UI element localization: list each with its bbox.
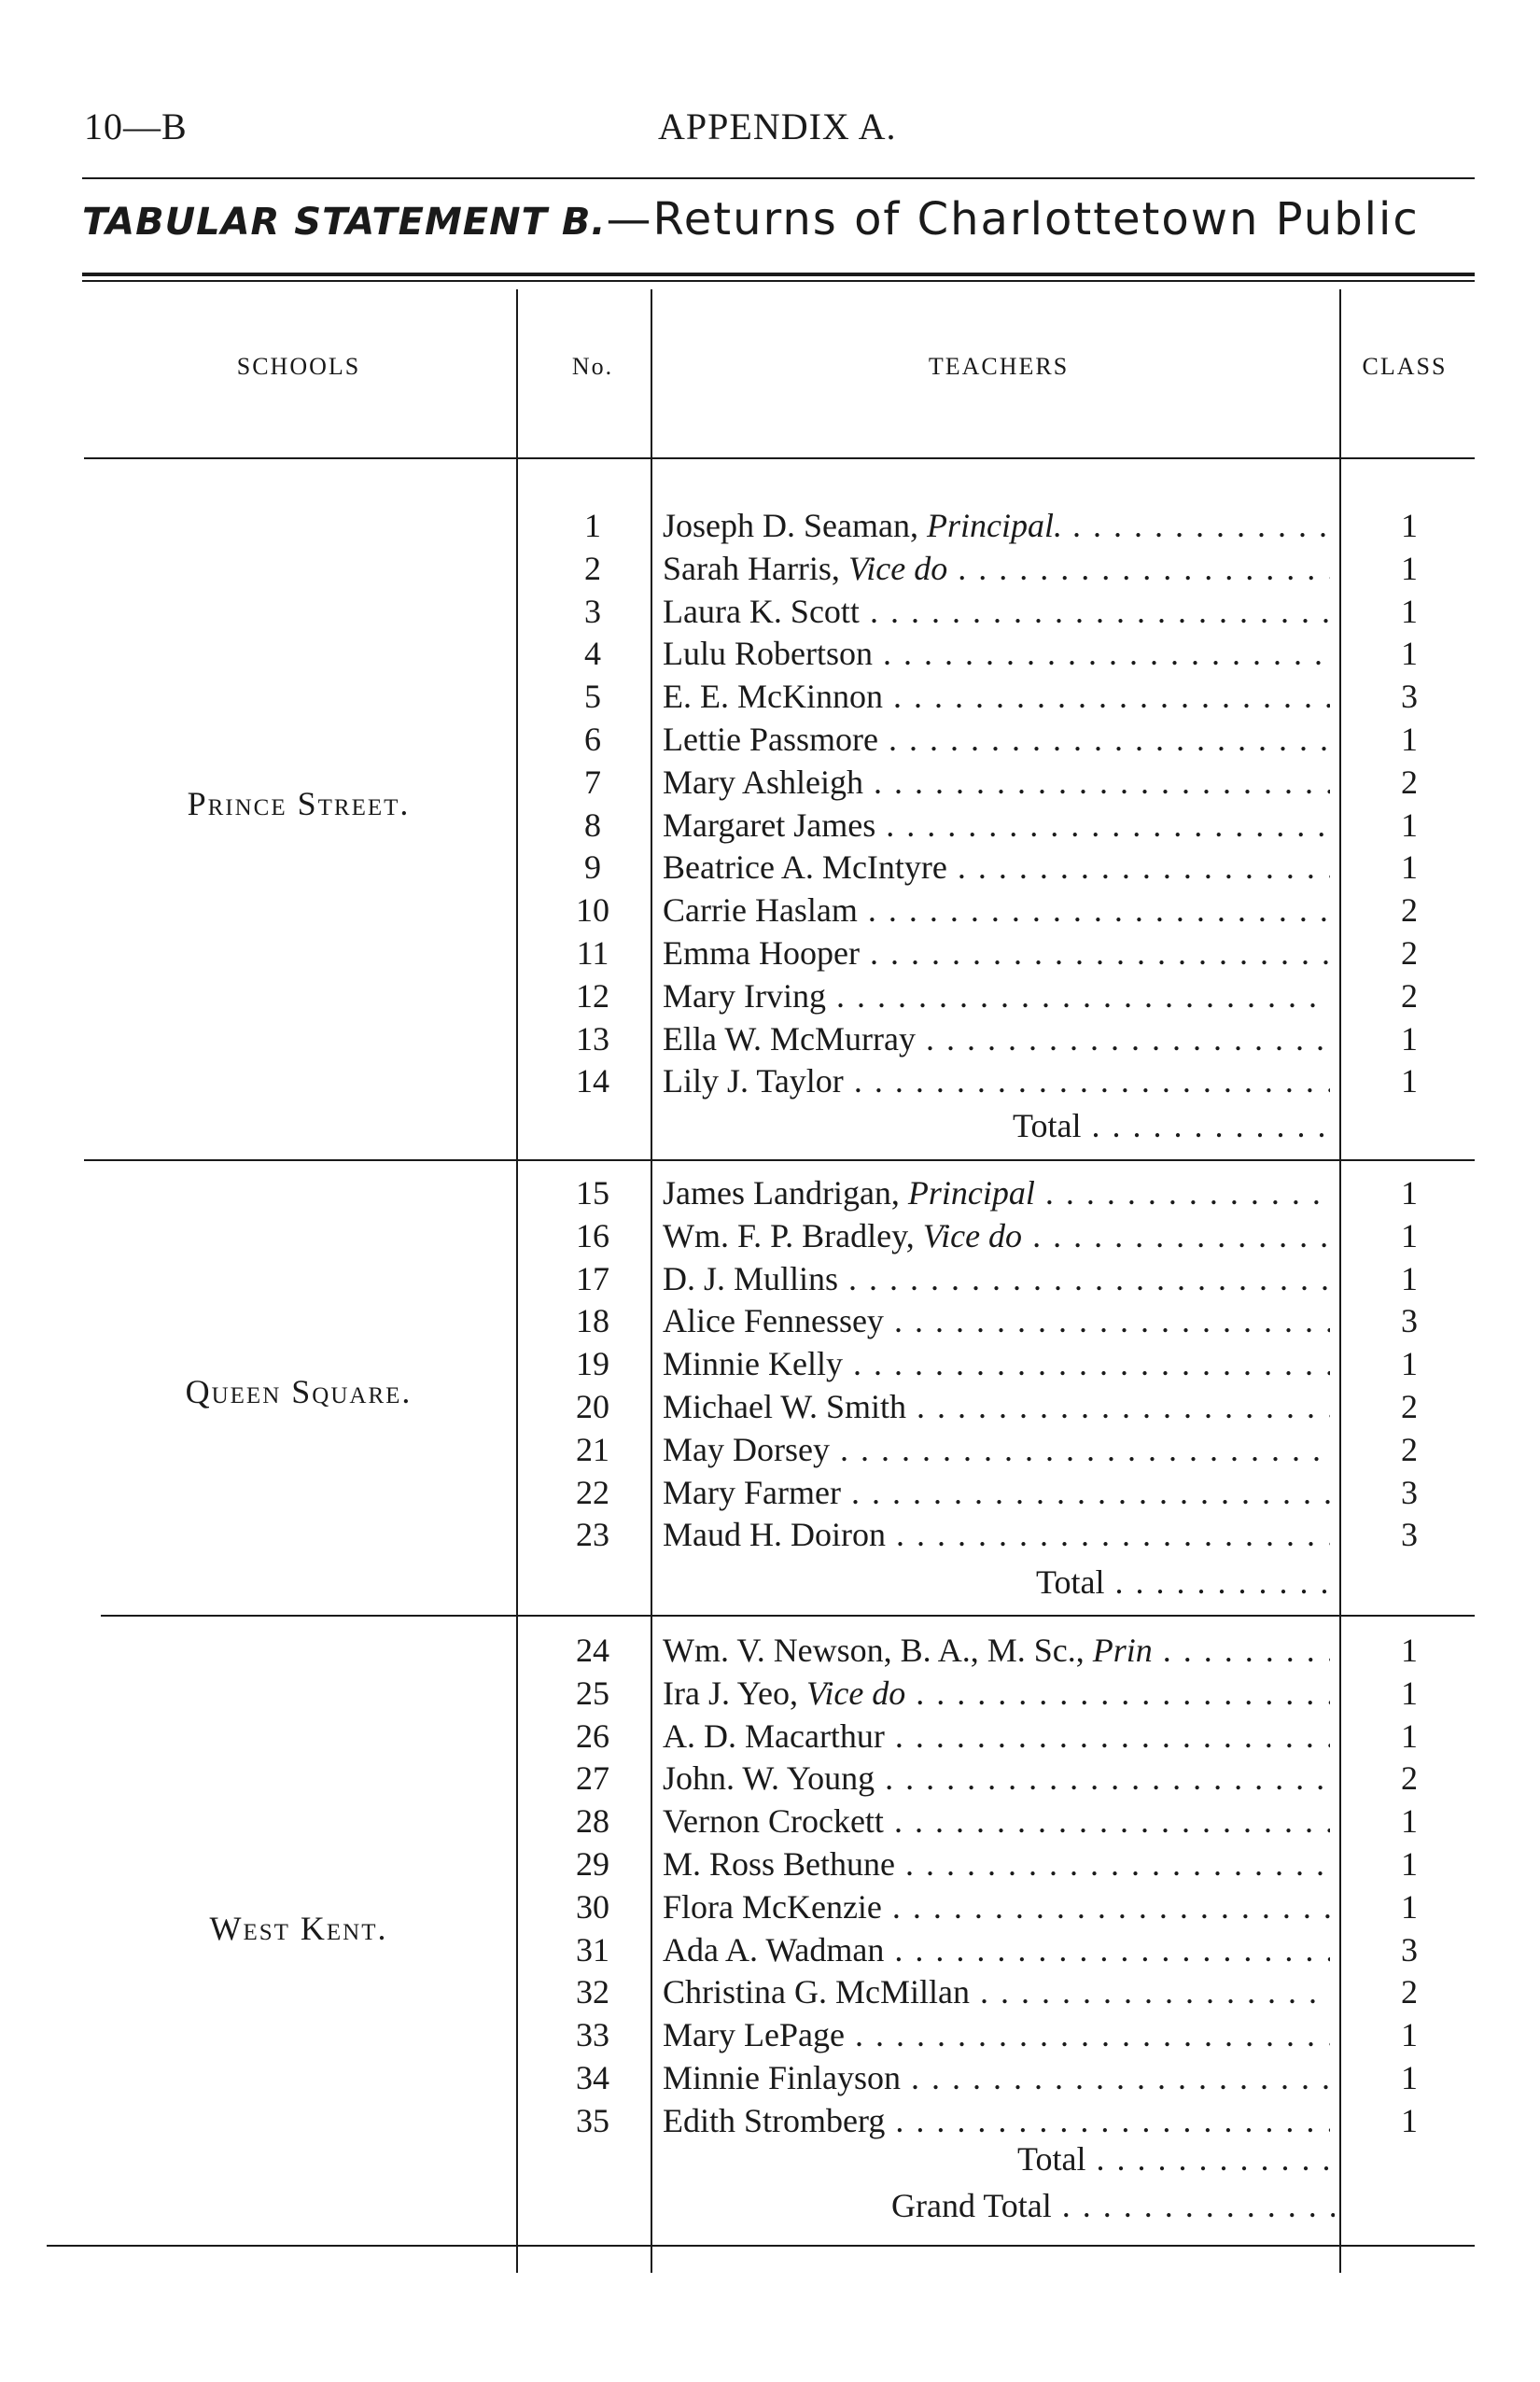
teacher-name: Vernon Crockett xyxy=(663,1802,884,1841)
teacher-name-cell xyxy=(663,932,1330,974)
teacher-number: 7 xyxy=(584,763,601,801)
teacher-class: 3 xyxy=(1401,1302,1418,1340)
teacher-class: 2 xyxy=(1401,976,1418,1015)
table-row xyxy=(0,504,1540,547)
teacher-name: Ira J. Yeo, xyxy=(663,1674,807,1712)
teacher-class: 1 xyxy=(1401,635,1418,673)
table-row xyxy=(0,761,1540,804)
teacher-class: 1 xyxy=(1401,721,1418,758)
teacher-number: 15 xyxy=(576,1174,609,1212)
teacher-number: 11 xyxy=(576,934,609,972)
teacher-number: 33 xyxy=(576,2016,609,2054)
teacher-name-cell xyxy=(663,632,1330,675)
teacher-class: 1 xyxy=(1401,1216,1418,1254)
teacher-number: 25 xyxy=(576,1674,609,1712)
teacher-number: 27 xyxy=(576,1759,609,1798)
table-row xyxy=(0,1928,1540,1971)
table-row xyxy=(0,1843,1540,1885)
teacher-number: 17 xyxy=(576,1259,609,1297)
teacher-number: 34 xyxy=(576,2059,609,2096)
teacher-number: 3 xyxy=(584,592,601,630)
teacher-role: Vice do xyxy=(922,1216,1023,1254)
column-header-schools: SCHOOLS xyxy=(236,353,361,380)
table-row xyxy=(0,1513,1540,1556)
teacher-name-cell xyxy=(663,1843,1330,1885)
teacher-name: Lily J. Taylor xyxy=(663,1062,844,1100)
teacher-name-cell xyxy=(663,1017,1330,1060)
teacher-name: Joseph D. Seaman, xyxy=(663,507,927,544)
teacher-name: Carrie Haslam xyxy=(663,891,858,930)
teacher-number: 19 xyxy=(576,1345,609,1383)
teacher-name: Minnie Kelly xyxy=(663,1345,843,1383)
teacher-name: Sarah Harris, xyxy=(663,549,848,587)
teacher-name-cell xyxy=(663,1342,1330,1385)
teacher-name-cell xyxy=(663,504,1330,547)
teacher-class: 1 xyxy=(1401,1019,1418,1058)
teacher-name-cell xyxy=(663,1715,1330,1758)
teacher-name-cell xyxy=(663,718,1330,761)
teacher-name: Lulu Robertson xyxy=(663,635,873,673)
table-row xyxy=(0,974,1540,1017)
teacher-number: 2 xyxy=(584,549,601,587)
table-row xyxy=(0,1214,1540,1257)
table-row xyxy=(0,2013,1540,2056)
teacher-name: Christina G. McMillan xyxy=(663,1973,970,2011)
appendix-heading: APPENDIX A. xyxy=(658,105,897,147)
teacher-class: 1 xyxy=(1401,848,1418,887)
table-row xyxy=(0,889,1540,932)
teacher-role: Principal. xyxy=(926,507,1062,544)
teacher-name: Ella W. McMurray xyxy=(663,1019,916,1058)
title-rule-top xyxy=(82,273,1475,276)
teacher-number: 23 xyxy=(576,1516,609,1554)
teacher-class: 1 xyxy=(1401,592,1418,630)
table-row xyxy=(0,1885,1540,1928)
section-total: Total . . . xyxy=(1013,1104,1335,1147)
teacher-class: 2 xyxy=(1401,891,1418,930)
teacher-class: 1 xyxy=(1401,1716,1418,1755)
teacher-number: 22 xyxy=(576,1473,609,1511)
teacher-name-cell xyxy=(663,974,1330,1017)
page-number: 10—B xyxy=(84,105,188,147)
teacher-name-cell xyxy=(663,761,1330,804)
teacher-name: Wm. V. Newson, B. A., M. Sc., xyxy=(663,1632,1093,1669)
teacher-name: Mary LePage xyxy=(663,2016,845,2054)
teacher-name: Mary Farmer xyxy=(663,1473,841,1511)
teacher-class: 1 xyxy=(1401,1674,1418,1712)
teacher-class: 1 xyxy=(1401,1802,1418,1841)
teacher-role: Prin xyxy=(1092,1632,1153,1669)
teacher-name-cell xyxy=(663,675,1330,718)
header-rule xyxy=(82,177,1475,179)
table-row xyxy=(0,632,1540,675)
teacher-name-cell xyxy=(663,1513,1330,1556)
teacher-class: 1 xyxy=(1401,1845,1418,1883)
table-row xyxy=(0,1257,1540,1300)
table-row xyxy=(0,1385,1540,1428)
teacher-class: 1 xyxy=(1401,507,1418,544)
teacher-class: 1 xyxy=(1401,2059,1418,2096)
teacher-name: Maud H. Doiron xyxy=(663,1516,886,1554)
teacher-name: John. W. Young xyxy=(663,1759,875,1798)
teacher-name: Alice Fennessey xyxy=(663,1302,884,1340)
teacher-class: 1 xyxy=(1401,2016,1418,2054)
table-row xyxy=(0,1672,1540,1715)
school-name: West Kent. xyxy=(209,1910,388,1947)
teacher-name-cell xyxy=(663,1970,1330,2013)
table-row xyxy=(0,718,1540,761)
teacher-class: 2 xyxy=(1401,1759,1418,1798)
teacher-role: Principal xyxy=(907,1174,1035,1212)
teacher-number: 24 xyxy=(576,1632,609,1669)
teacher-name-cell xyxy=(663,804,1330,847)
teacher-name: Michael W. Smith xyxy=(663,1388,906,1425)
header-bottom-rule xyxy=(84,457,1475,459)
teacher-name-cell xyxy=(663,1928,1330,1971)
column-header-class: CLASS xyxy=(1362,353,1448,380)
grand-total: Grand Total . . . xyxy=(891,2184,1335,2227)
teacher-name: E. E. McKinnon xyxy=(663,678,883,716)
teacher-name-cell xyxy=(663,590,1330,633)
table-row xyxy=(0,1757,1540,1800)
teacher-name-cell xyxy=(663,2056,1330,2099)
table-row xyxy=(0,1428,1540,1471)
teacher-number: 4 xyxy=(584,635,601,673)
teacher-number: 13 xyxy=(576,1019,609,1058)
teacher-class: 1 xyxy=(1401,1632,1418,1669)
teacher-name-cell xyxy=(663,1214,1330,1257)
teacher-number: 14 xyxy=(576,1062,609,1100)
teacher-name: Ada A. Wadman xyxy=(663,1930,885,1969)
table-row xyxy=(0,932,1540,974)
teacher-number: 18 xyxy=(576,1302,609,1340)
table-row xyxy=(0,846,1540,889)
teacher-name-cell xyxy=(663,846,1330,889)
teacher-name: M. Ross Bethune xyxy=(663,1845,896,1883)
table-row xyxy=(0,804,1540,847)
table-row xyxy=(0,675,1540,718)
teacher-name: May Dorsey xyxy=(663,1430,830,1468)
teacher-number: 16 xyxy=(576,1216,609,1254)
teacher-class: 2 xyxy=(1401,1973,1418,2011)
teacher-name: James Landrigan, xyxy=(663,1174,908,1212)
teacher-number: 28 xyxy=(576,1802,609,1841)
table-title-text: —Returns of Charlottetown Public xyxy=(606,193,1420,245)
teacher-name-cell xyxy=(663,1672,1330,1715)
table-row xyxy=(0,1629,1540,1672)
teacher-number: 9 xyxy=(584,848,601,887)
section-total: Total . . . xyxy=(1036,1561,1335,1604)
teacher-class: 3 xyxy=(1401,1516,1418,1554)
teacher-number: 35 xyxy=(576,2101,609,2139)
teacher-number: 30 xyxy=(576,1887,609,1926)
table-row xyxy=(0,1970,1540,2013)
section-divider xyxy=(84,1159,1475,1161)
teacher-class: 1 xyxy=(1401,806,1418,844)
teacher-name-cell xyxy=(663,1059,1330,1102)
teacher-class: 1 xyxy=(1401,2101,1418,2139)
teacher-name-cell xyxy=(663,2099,1330,2142)
teacher-number: 6 xyxy=(584,721,601,758)
table-title xyxy=(82,191,1420,245)
teacher-name: A. D. Macarthur xyxy=(663,1716,885,1755)
table-row xyxy=(0,2056,1540,2099)
teacher-name: Edith Stromberg xyxy=(663,2101,886,2139)
teacher-class: 1 xyxy=(1401,1887,1418,1926)
teacher-name-cell xyxy=(663,889,1330,932)
teacher-number: 26 xyxy=(576,1716,609,1755)
teacher-number: 29 xyxy=(576,1845,609,1883)
teacher-name-cell xyxy=(663,2013,1330,2056)
teacher-class: 1 xyxy=(1401,1062,1418,1100)
teacher-name: Mary Ashleigh xyxy=(663,763,863,801)
table-row xyxy=(0,1800,1540,1843)
teacher-class: 1 xyxy=(1401,1259,1418,1297)
teacher-name-cell xyxy=(663,1885,1330,1928)
column-header-teachers: TEACHERS xyxy=(928,353,1070,380)
table-row xyxy=(0,1471,1540,1514)
teacher-name-cell xyxy=(663,547,1330,590)
teacher-class: 1 xyxy=(1401,1174,1418,1212)
teacher-name-cell xyxy=(663,1171,1330,1214)
table-row xyxy=(0,1342,1540,1385)
table-row xyxy=(0,1299,1540,1342)
table-row xyxy=(0,1059,1540,1102)
section-divider xyxy=(101,1615,1475,1617)
teacher-name-cell xyxy=(663,1299,1330,1342)
teacher-name: Mary Irving xyxy=(663,976,826,1015)
teacher-class: 3 xyxy=(1401,1930,1418,1969)
teacher-name-cell xyxy=(663,1471,1330,1514)
teacher-number: 5 xyxy=(584,678,601,716)
teacher-name-cell xyxy=(663,1428,1330,1471)
table-row xyxy=(0,1017,1540,1060)
teacher-number: 12 xyxy=(576,976,609,1015)
teacher-number: 1 xyxy=(584,507,601,544)
teacher-number: 21 xyxy=(576,1430,609,1468)
teacher-number: 10 xyxy=(576,891,609,930)
teacher-name: D. J. Mullins xyxy=(663,1259,839,1297)
teacher-name: Emma Hooper xyxy=(663,934,860,972)
teacher-number: 31 xyxy=(576,1930,609,1969)
table-title-label: TABULAR STATEMENT B. xyxy=(82,201,607,244)
table-row xyxy=(0,2099,1540,2142)
table-bottom-rule xyxy=(47,2245,1475,2247)
teacher-name: Flora McKenzie xyxy=(663,1887,882,1926)
teacher-class: 3 xyxy=(1401,1473,1418,1511)
teacher-class: 2 xyxy=(1401,1430,1418,1468)
teacher-name-cell xyxy=(663,1757,1330,1800)
teacher-name-cell xyxy=(663,1800,1330,1843)
teacher-name: Margaret James xyxy=(663,806,876,844)
teacher-number: 32 xyxy=(576,1973,609,2011)
teacher-number: 8 xyxy=(584,806,601,844)
teacher-class: 2 xyxy=(1401,763,1418,801)
teacher-class: 2 xyxy=(1401,1388,1418,1425)
teacher-class: 1 xyxy=(1401,549,1418,587)
teacher-role: Vice do xyxy=(806,1674,906,1712)
school-name: Prince Street. xyxy=(187,785,411,822)
teacher-class: 1 xyxy=(1401,1345,1418,1383)
teacher-name: Beatrice A. McIntyre xyxy=(663,848,947,887)
table-row xyxy=(0,590,1540,633)
table-row xyxy=(0,1715,1540,1758)
teacher-name-cell xyxy=(663,1629,1330,1672)
teacher-name-cell xyxy=(663,1257,1330,1300)
teacher-class: 3 xyxy=(1401,678,1418,716)
teacher-number: 20 xyxy=(576,1388,609,1425)
teacher-role: Vice do xyxy=(847,549,948,587)
teacher-name: Laura K. Scott xyxy=(663,592,860,630)
teacher-class: 2 xyxy=(1401,934,1418,972)
teacher-name: Minnie Finlayson xyxy=(663,2059,902,2096)
section-total: Total . . . xyxy=(1017,2137,1335,2180)
teacher-name: Wm. F. P. Bradley, xyxy=(663,1216,923,1254)
teacher-name-cell xyxy=(663,1385,1330,1428)
school-name: Queen Square. xyxy=(185,1373,413,1410)
table-row xyxy=(0,1171,1540,1214)
table-row xyxy=(0,547,1540,590)
column-header-no: No. xyxy=(571,353,614,380)
teacher-name: Lettie Passmore xyxy=(663,721,878,758)
title-rule-bottom xyxy=(82,280,1475,282)
